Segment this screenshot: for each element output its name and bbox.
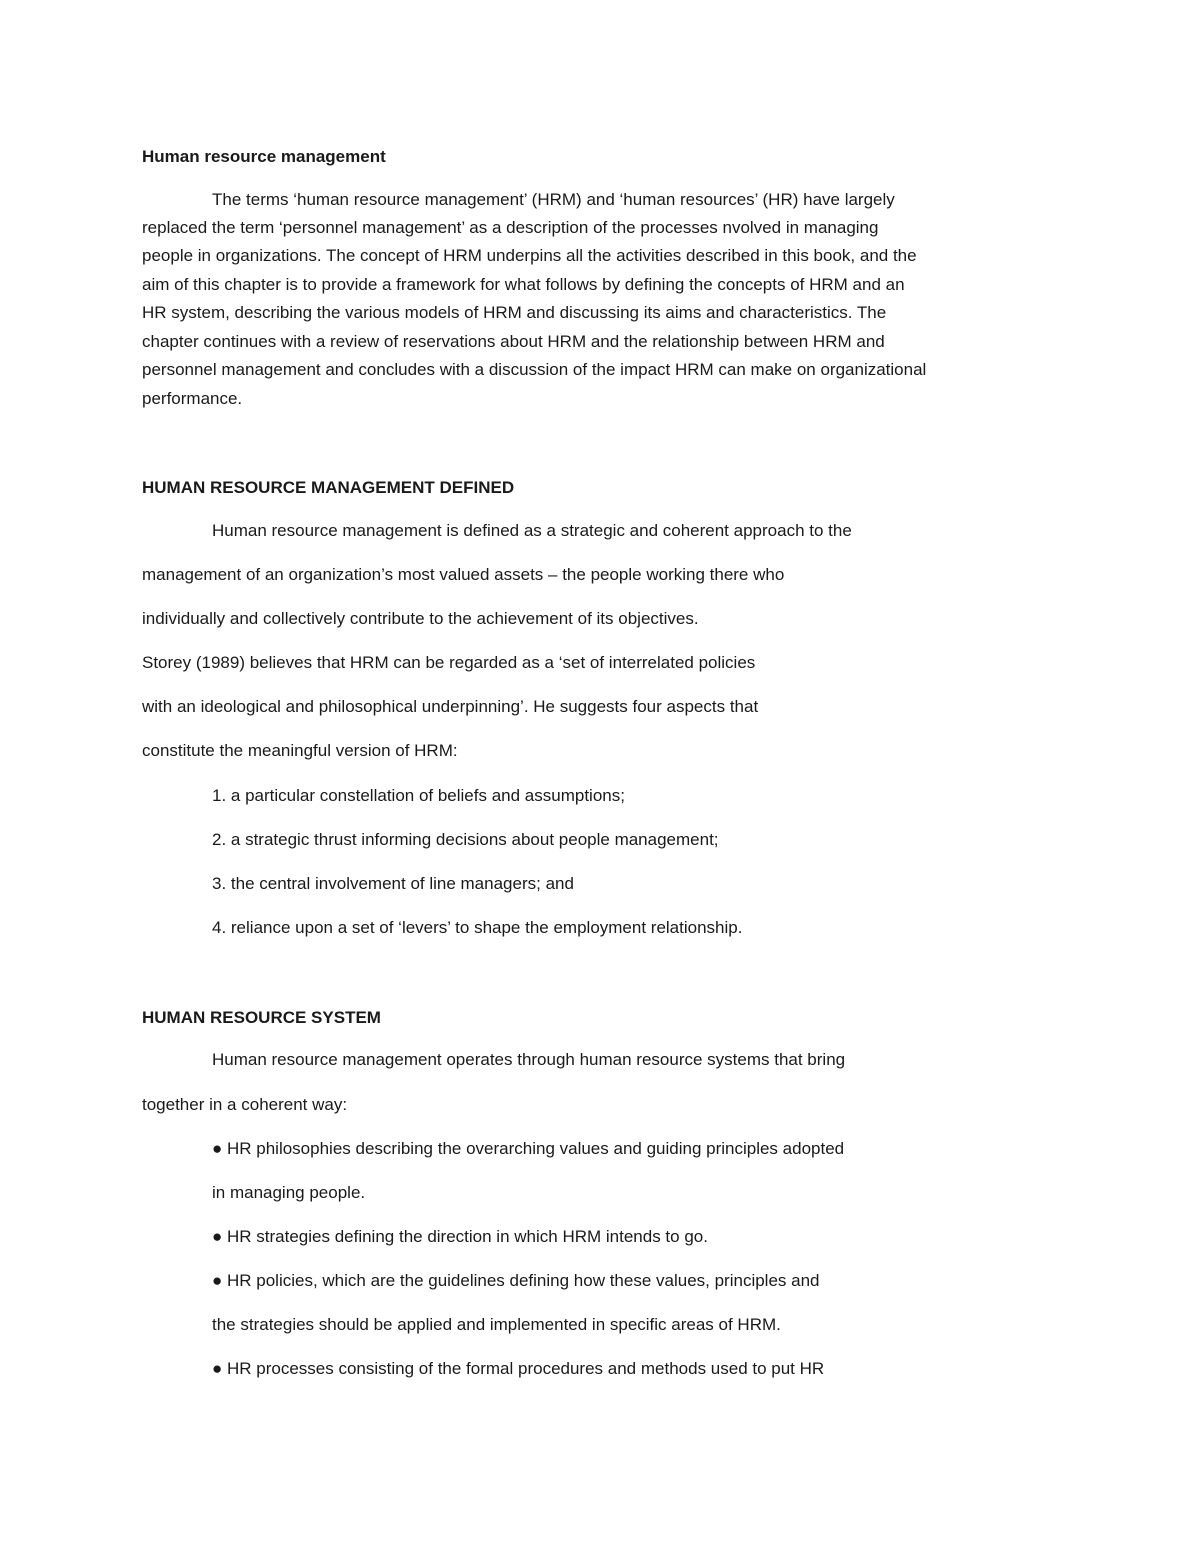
- paragraph-line: performance.: [142, 389, 243, 408]
- list-item: 1. a particular constellation of beliefs and assumptions;: [212, 786, 625, 805]
- paragraph-line: people in organizations. The concept of HRM underpins all the activities described in this book, and the: [142, 246, 917, 265]
- bullet-item: ● HR philosophies describing the overarching values and guiding principles adopted: [212, 1139, 845, 1158]
- section-title-system: HUMAN RESOURCE SYSTEM: [142, 1008, 381, 1027]
- bullet-item: ● HR strategies defining the direction in which HRM intends to go.: [212, 1227, 708, 1246]
- paragraph-line: together in a coherent way:: [142, 1095, 348, 1114]
- bullet-item: ● HR policies, which are the guidelines defining how these values, principles and: [212, 1271, 820, 1290]
- paragraph-line: Human resource management is defined as a strategic and coherent approach to the: [212, 521, 852, 540]
- list-item: 3. the central involvement of line managers; and: [212, 874, 574, 893]
- paragraph-line: individually and collectively contribute to the achievement of its objectives.: [142, 609, 699, 628]
- paragraph-line: personnel management and concludes with a discussion of the impact HRM can make on organizational: [142, 360, 927, 379]
- paragraph-line: Storey (1989) believes that HRM can be regarded as a ‘set of interrelated policies: [142, 653, 756, 672]
- paragraph-line: constitute the meaningful version of HRM:: [142, 741, 458, 760]
- paragraph-line: Human resource management operates through human resource systems that bring: [212, 1050, 846, 1069]
- paragraph-line: HR system, describing the various models of HRM and discussing its aims and characteristics. The: [142, 303, 887, 322]
- paragraph-line: aim of this chapter is to provide a framework for what follows by defining the concepts of HRM and an: [142, 275, 905, 294]
- section-title-defined: HUMAN RESOURCE MANAGEMENT DEFINED: [142, 478, 515, 497]
- bullet-item: ● HR processes consisting of the formal procedures and methods used to put HR: [212, 1359, 825, 1378]
- bullet-item-continuation: the strategies should be applied and implemented in specific areas of HRM.: [212, 1315, 781, 1334]
- list-item: 4. reliance upon a set of ‘levers’ to shape the employment relationship.: [212, 918, 743, 937]
- list-item: 2. a strategic thrust informing decisions about people management;: [212, 830, 719, 849]
- paragraph-line: with an ideological and philosophical underpinning’. He suggests four aspects that: [142, 697, 759, 716]
- bullet-item-continuation: in managing people.: [212, 1183, 366, 1202]
- paragraph-line: replaced the term ‘personnel management’ as a description of the processes nvolved in managing: [142, 218, 879, 237]
- paragraph-line: The terms ‘human resource management’ (HRM) and ‘human resources’ (HR) have largely: [212, 190, 895, 209]
- paragraph-line: chapter continues with a review of reservations about HRM and the relationship between HRM and: [142, 332, 885, 351]
- paragraph-line: management of an organization’s most valued assets – the people working there who: [142, 565, 785, 584]
- section-title-hrm: Human resource management: [142, 147, 386, 166]
